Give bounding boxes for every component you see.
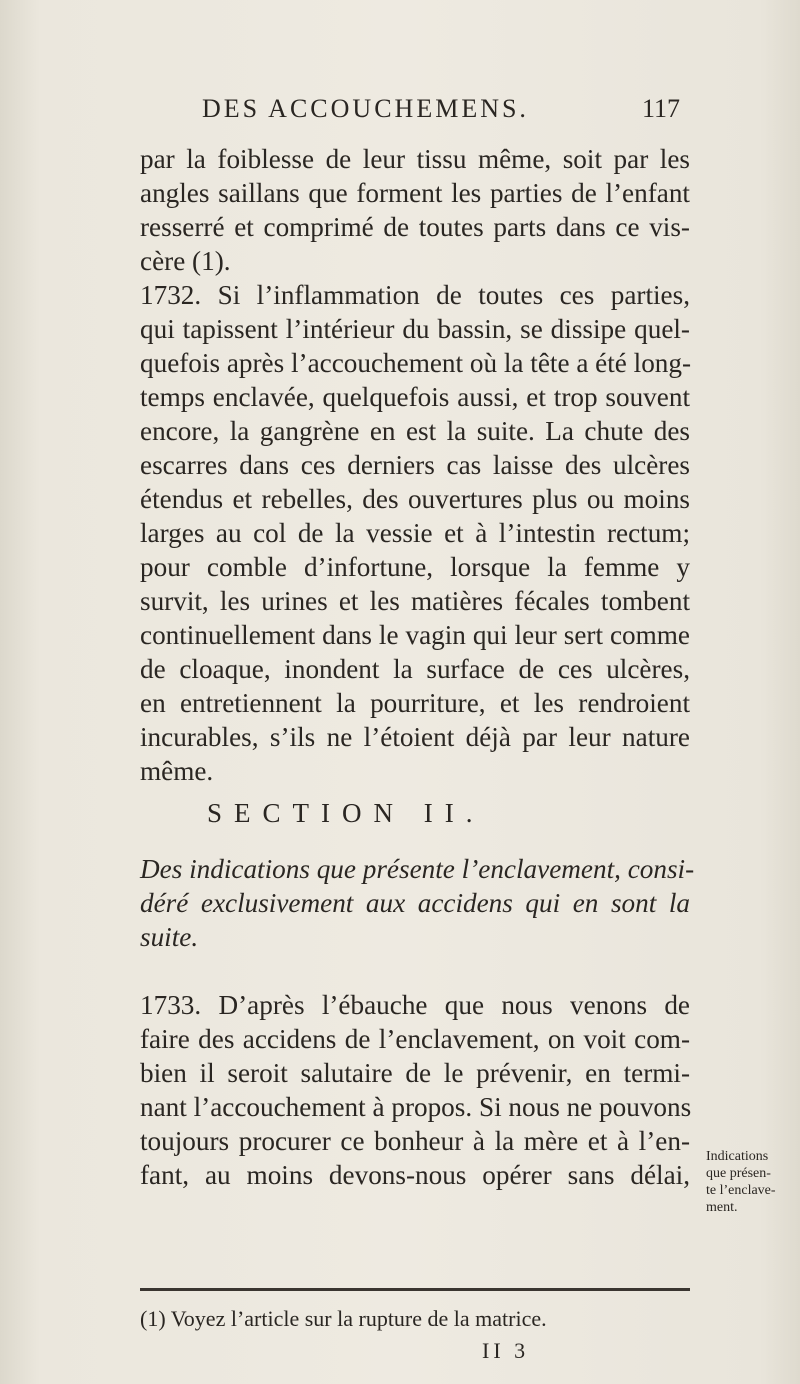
section-heading: SECTION II.	[207, 798, 485, 828]
running-head	[162, 90, 680, 130]
text-line: toujours procurer ce bonheur à la mère et à l’en-	[140, 1126, 690, 1156]
text-line: pour comble d’infortune, lorsque la femme y	[140, 552, 690, 582]
text-line: incurables, s’ils ne l’étoient déjà par leur nature	[140, 722, 690, 752]
text-line: cère (1).	[140, 246, 231, 276]
text-line: temps enclavée, quelquefois aussi, et trop souvent	[140, 382, 690, 412]
text-line: encore, la gangrène en est la suite. La chute des	[140, 416, 690, 446]
section-subtitle	[140, 852, 695, 954]
page-number: 117	[641, 94, 680, 123]
footnote: (1) Voyez l’article sur la rupture de la matrice.	[140, 1306, 547, 1331]
paragraph-3	[140, 988, 690, 1192]
text-line: par la foiblesse de leur tissu même, soit par les	[140, 144, 690, 174]
text-line: nant l’accouchement à propos. Si nous ne pouvons	[140, 1092, 692, 1122]
text-line: étendus et rebelles, des ouvertures plus ou moins	[140, 484, 690, 514]
spacer	[140, 954, 690, 988]
text-line: en entretiennent la pourriture, et les rendroient	[140, 688, 690, 718]
text-line: qui tapissent l’intérieur du bassin, se dissipe quel-	[140, 314, 690, 344]
text-line: bien il seroit salutaire de le prévenir, en termi-	[140, 1058, 690, 1088]
text-line: resserré et comprimé de toutes parts dans ce vis-	[140, 212, 690, 242]
text-line: larges au col de la vessie et à l’intestin rectum;	[140, 518, 690, 548]
text-line: de cloaque, inondent la surface de ces ulcères,	[140, 654, 690, 684]
subtitle-line: Des indications que présente l’enclavement, consi-	[140, 854, 695, 884]
margin-note-line: te l’enclave-	[706, 1183, 776, 1198]
text-line: 1732. Si l’inflammation de toutes ces parties,	[140, 280, 690, 310]
paragraph-2	[140, 278, 690, 788]
text-line: fant, au moins devons-nous opérer sans délai,	[140, 1160, 690, 1190]
subtitle-line: déré exclusivement aux accidens qui en sont la	[140, 888, 690, 918]
margin-note	[706, 1148, 800, 1216]
running-title: DES ACCOUCHEMENS.	[202, 94, 529, 123]
printer-signature: II 3	[482, 1338, 530, 1363]
main-text	[140, 142, 695, 1192]
text-line: faire des accidens de l’enclavement, on voit com-	[140, 1024, 690, 1054]
text-line: survit, les urines et les matières fécales tombent	[140, 586, 690, 616]
text-line: même.	[140, 756, 214, 786]
margin-note-line: Indications	[706, 1149, 769, 1164]
text-line: 1733. D’après l’ébauche que nous venons de	[140, 990, 690, 1020]
paragraph-1	[140, 142, 690, 278]
text-line: escarres dans ces derniers cas laisse des ulcères	[140, 450, 690, 480]
subtitle-line: suite.	[140, 922, 199, 952]
margin-note-line: que présen-	[706, 1166, 771, 1181]
margin-note-line: ment.	[706, 1200, 738, 1215]
text-line: continuellement dans le vagin qui leur sert comme	[140, 620, 690, 650]
footnote-rule	[140, 1288, 690, 1291]
text-line: quefois après l’accouchement où la tête a été long-	[140, 348, 692, 378]
text-line: angles saillans que forment les parties de l’enfant	[140, 178, 690, 208]
